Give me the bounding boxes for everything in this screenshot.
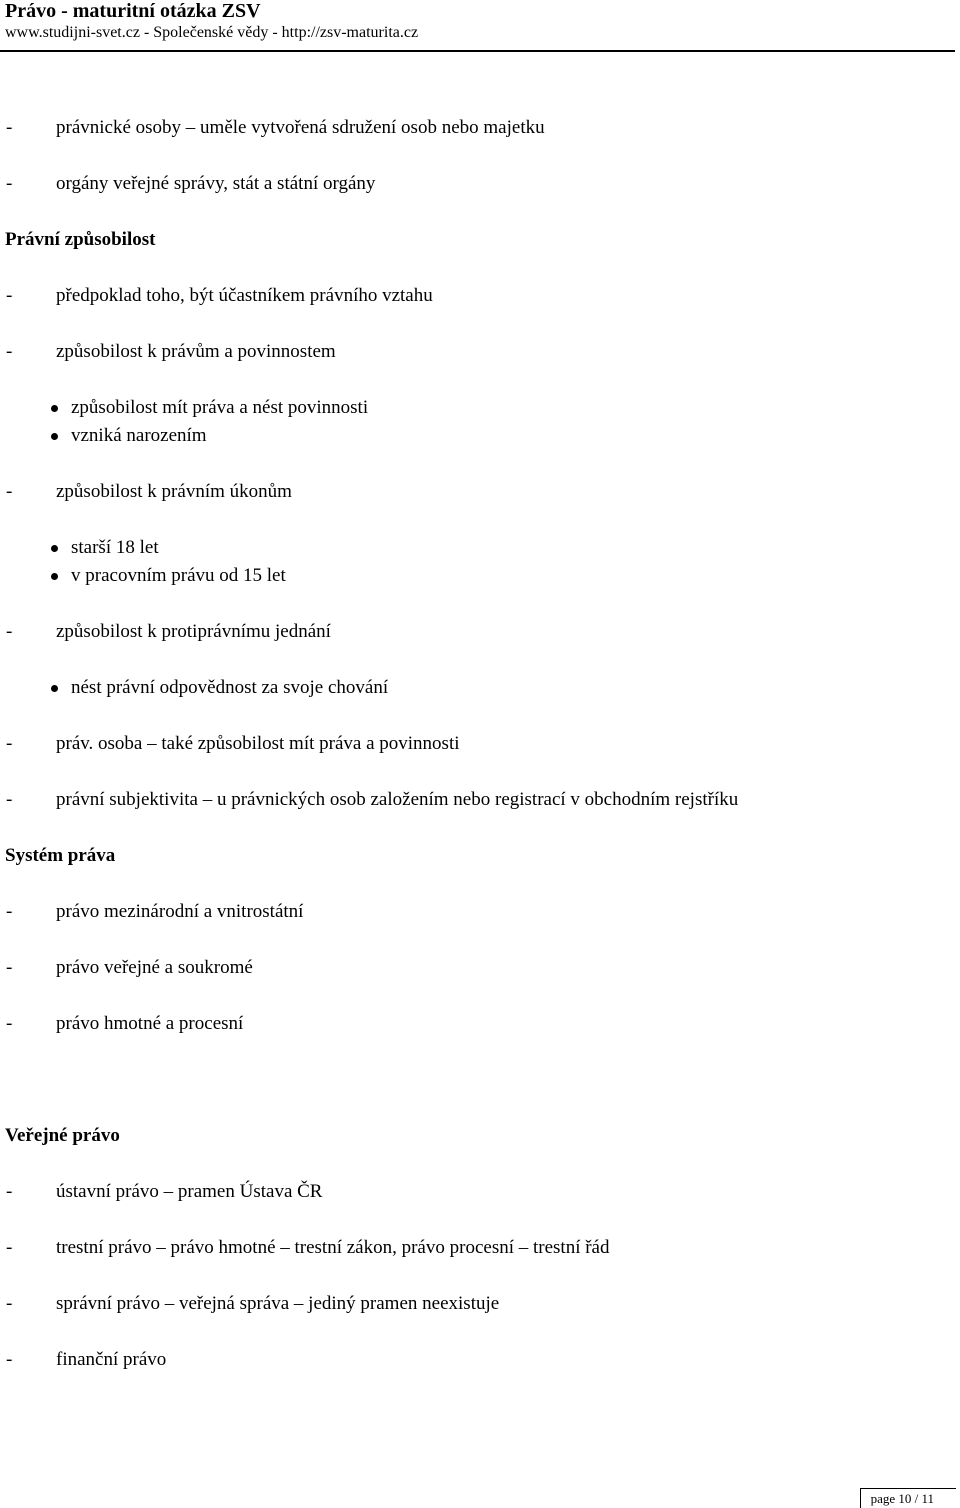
section-heading-capacity: Právní způsobilost — [5, 229, 156, 250]
bullet-icon — [51, 685, 58, 692]
dash-marker: - — [6, 173, 13, 194]
dash-marker: - — [6, 1013, 13, 1034]
bullet-icon — [51, 545, 58, 552]
list-item-text: způsobilost k protiprávnímu jednání — [56, 621, 331, 642]
list-item — [5, 954, 955, 982]
section-heading-public-law: Veřejné právo — [5, 1125, 120, 1146]
dash-marker: - — [6, 117, 13, 138]
list-item — [5, 1178, 955, 1206]
list-item-text: trestní právo – právo hmotné – trestní zákon, právo procesní – trestní řád — [56, 1237, 610, 1258]
bullet-icon — [51, 573, 58, 580]
list-item-text: finanční právo — [56, 1349, 167, 1370]
list-item — [5, 478, 955, 506]
list-item — [5, 898, 955, 926]
bullet-item-text: vzniká narozením — [71, 425, 207, 446]
list-item-text: práv. osoba – také způsobilost mít práva a povinnosti — [56, 733, 460, 754]
dash-marker: - — [6, 621, 13, 642]
bullet-item-text: způsobilost mít práva a nést povinnosti — [71, 397, 369, 418]
bullet-item — [5, 422, 955, 450]
list-item — [5, 114, 955, 142]
bullet-item-text: nést právní odpovědnost za svoje chování — [71, 677, 389, 698]
bullet-item-text: v pracovním právu od 15 let — [71, 565, 286, 586]
list-item — [5, 786, 955, 814]
list-item — [5, 170, 955, 198]
list-item-text: právo hmotné a procesní — [56, 1013, 244, 1034]
list-item-text: předpoklad toho, být účastníkem právního vztahu — [56, 285, 433, 306]
list-item-text: způsobilost k právním úkonům — [56, 481, 292, 502]
header-divider — [0, 50, 955, 52]
list-item-text: správní právo – veřejná správa – jediný pramen neexistuje — [56, 1293, 500, 1314]
dash-marker: - — [6, 789, 13, 810]
dash-marker: - — [6, 957, 13, 978]
list-item — [5, 282, 955, 310]
page-footer — [856, 1488, 956, 1508]
list-item-text: ústavní právo – pramen Ústava ČR — [56, 1181, 323, 1202]
dash-marker: - — [6, 1181, 13, 1202]
dash-marker: - — [6, 341, 13, 362]
dash-marker: - — [6, 1349, 13, 1370]
bullet-item — [5, 674, 955, 702]
list-item — [5, 730, 955, 758]
list-item — [5, 618, 955, 646]
list-item-text: právo veřejné a soukromé — [56, 957, 253, 978]
dash-marker: - — [6, 1237, 13, 1258]
dash-marker: - — [6, 285, 13, 306]
page-header — [5, 0, 959, 46]
dash-marker: - — [6, 481, 13, 502]
bullet-item — [5, 394, 955, 422]
bullet-item — [5, 562, 955, 590]
page-number: page 10 / 11 — [870, 1491, 934, 1506]
section-heading-system: Systém práva — [5, 845, 116, 866]
bullet-icon — [51, 433, 58, 440]
dash-marker: - — [6, 1293, 13, 1314]
header-subtitle: www.studijni-svet.cz - Společenské vědy - http://zsv-maturita.cz — [5, 24, 419, 41]
list-item — [5, 1010, 955, 1038]
dash-marker: - — [6, 733, 13, 754]
list-item — [5, 1346, 955, 1374]
list-item-text: způsobilost k právům a povinnostem — [56, 341, 336, 362]
list-item — [5, 338, 955, 366]
document-content — [5, 114, 955, 1374]
list-item-text: právo mezinárodní a vnitrostátní — [56, 901, 304, 922]
list-item-text: právnické osoby – uměle vytvořená sdružení osob nebo majetku — [56, 117, 545, 138]
list-item-text: právní subjektivita – u právnických osob založením nebo registrací v obchodním rejstříku — [56, 789, 739, 810]
bullet-item-text: starší 18 let — [71, 537, 159, 558]
bullet-icon — [51, 405, 58, 412]
list-item-text: orgány veřejné správy, stát a státní orgány — [56, 173, 376, 194]
list-item — [5, 1290, 955, 1318]
list-item — [5, 1234, 955, 1262]
dash-marker: - — [6, 901, 13, 922]
bullet-item — [5, 534, 955, 562]
header-title: Právo - maturitní otázka ZSV — [5, 0, 261, 22]
